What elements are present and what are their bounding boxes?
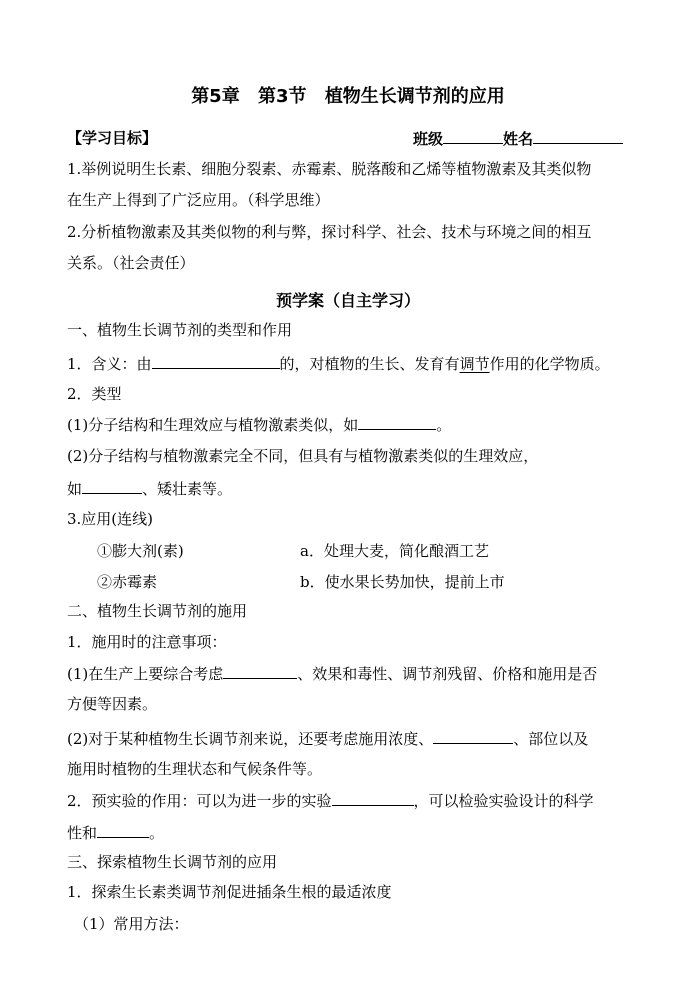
class-label: 班级: [413, 130, 444, 148]
definition-line: [67, 353, 610, 374]
explore-item-1: 1．探索生长素类调节剂促进插条生根的最适浓度: [67, 883, 392, 901]
precautions-label: 1．施用时的注意事项：: [67, 633, 227, 651]
objectives-label: 【学习目标】: [67, 129, 158, 147]
pre-experiment-text-c: 性和: [67, 824, 98, 842]
match-left-2[interactable]: ②赤霉素: [97, 573, 158, 591]
pre-experiment-text-b: ，可以检验实验设计的科学: [413, 792, 594, 810]
definition-text-a: 1．含义：由: [67, 355, 152, 373]
section-2-title: 二、植物生长调节剂的施用: [67, 602, 248, 620]
type-2-line-1: (2)分子结构与植物激素完全不同，但具有与植物激素类似的生理效应，: [67, 447, 539, 465]
precaution-1-text-a: (1)在生产上要综合考虑: [67, 665, 224, 683]
type-1-text: (1)分子结构和生理效应与植物激素类似，如: [67, 416, 359, 434]
type-1-blank[interactable]: [358, 414, 436, 430]
class-name-fields: [413, 128, 623, 149]
pre-experiment-line-1: [67, 790, 594, 811]
definition-underlined: 调节: [459, 355, 490, 373]
precaution-2-text-b: 、部位以及: [513, 730, 589, 748]
pre-experiment-line-2: [67, 822, 164, 843]
pre-experiment-text-d: 。: [149, 824, 165, 842]
match-right-2[interactable]: b．使水果长势加快，提前上市: [300, 573, 505, 591]
match-right-1[interactable]: a．处理大麦，简化酿酒工艺: [300, 542, 489, 560]
objective-2-line-1: 2.分析植物激素及其类似物的利与弊，探讨科学、社会、技术与环境之间的相互: [67, 223, 592, 241]
type-2-text-b: 、矮壮素等。: [142, 480, 233, 498]
pre-experiment-blank-1[interactable]: [332, 790, 414, 806]
objective-2-line-2: 关系。（社会责任）: [67, 254, 195, 272]
precaution-1-line-1: [67, 663, 597, 684]
definition-blank[interactable]: [152, 353, 280, 369]
chapter-label: 第5章: [191, 86, 240, 107]
type-2-line-2: [67, 478, 232, 499]
precaution-2-line-2: 施用时植物的生理状态和气候条件等。: [67, 760, 323, 778]
pre-experiment-blank-2[interactable]: [97, 822, 149, 838]
pre-experiment-text-a: 2．预实验的作用：可以为进一步的实验: [67, 792, 332, 810]
preview-heading: 预学案（自主学习）: [275, 291, 420, 310]
lesson-title: 植物生长调节剂的应用: [324, 86, 505, 107]
type-1-end: 。: [436, 416, 452, 434]
section-1-title: 一、植物生长调节剂的类型和作用: [67, 321, 293, 339]
objective-1-line-2: 在生产上得到了广泛应用。（科学思维）: [67, 191, 330, 209]
type-2-text-a: 如: [67, 480, 83, 498]
type-2-blank[interactable]: [82, 478, 142, 494]
common-method-label: （1）常用方法：: [74, 915, 189, 933]
definition-text-b: 的，对植物的生长、发育有: [279, 355, 460, 373]
precaution-1-line-2: 方便等因素。: [67, 695, 158, 713]
types-label: 2．类型: [67, 385, 122, 403]
type-1-line: [67, 414, 451, 435]
definition-text-d: 作用的化学物质。: [489, 355, 610, 373]
precaution-2-text-a: (2)对于某种植物生长调节剂来说，还要考虑施用浓度、: [67, 730, 434, 748]
section-label: 第3节: [258, 86, 307, 107]
section-3-title: 三、探索植物生长调节剂的应用: [67, 853, 278, 871]
application-label: 3.应用(连线): [67, 510, 154, 528]
class-blank[interactable]: [443, 128, 503, 144]
name-label: 姓名: [503, 130, 534, 148]
precaution-2-blank[interactable]: [433, 728, 513, 744]
precaution-1-text-b: 、效果和毒性、调节剂残留、价格和施用是否: [297, 665, 598, 683]
match-left-1[interactable]: ①膨大剂(素): [97, 542, 184, 560]
precaution-1-blank[interactable]: [223, 663, 297, 679]
objective-1-line-1: 1.举例说明生长素、细胞分裂素、赤霉素、脱落酸和乙烯等植物激素及其类似物: [67, 160, 592, 178]
name-blank[interactable]: [533, 128, 623, 144]
page-title: [0, 85, 696, 109]
precaution-2-line-1: [67, 728, 588, 749]
